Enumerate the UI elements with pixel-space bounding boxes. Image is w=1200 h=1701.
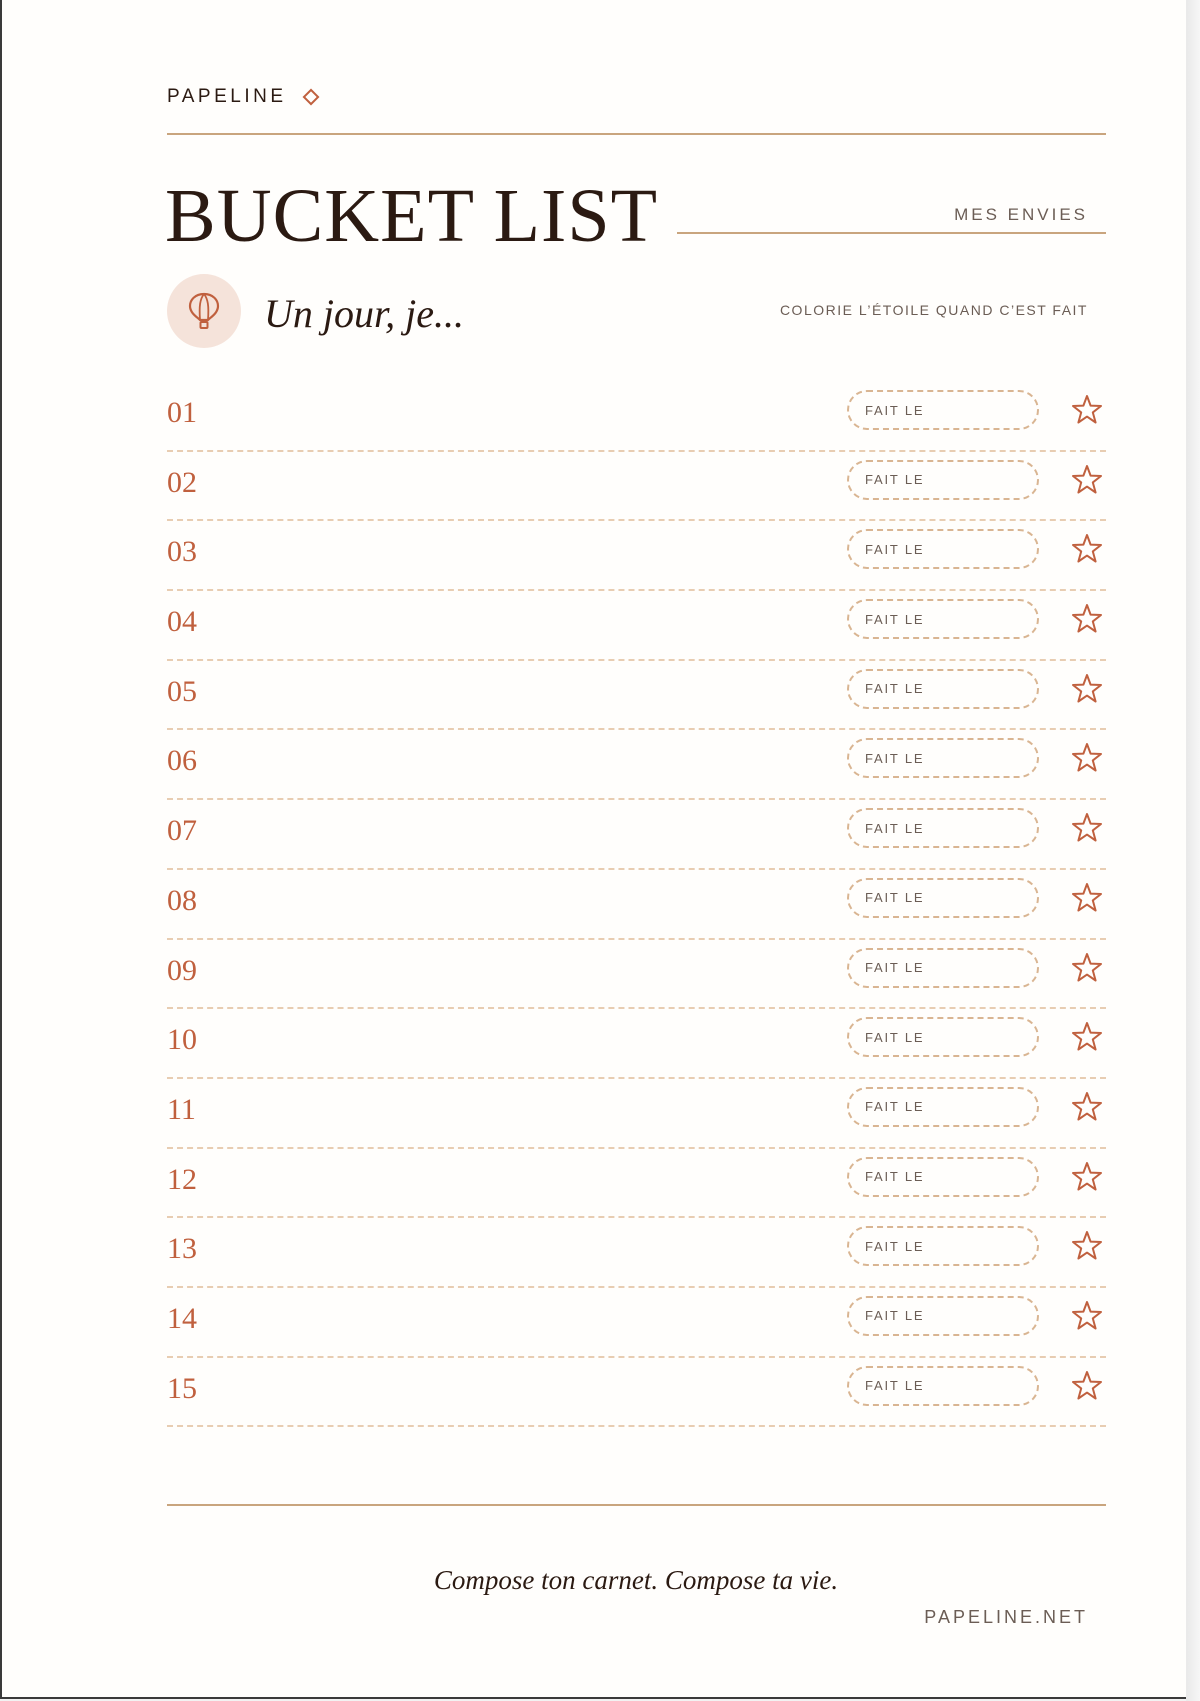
star-outline-icon[interactable] xyxy=(1070,741,1104,775)
done-date-label: FAIT LE xyxy=(865,1169,925,1185)
section-tag: MES ENVIES xyxy=(954,205,1088,224)
done-date-field[interactable] xyxy=(847,738,1039,778)
item-number: 13 xyxy=(167,1232,197,1266)
subtitle: Un jour, je... xyxy=(264,291,464,336)
item-number: 11 xyxy=(167,1092,196,1126)
done-date-field[interactable] xyxy=(847,878,1039,918)
list-item[interactable] xyxy=(167,591,1106,661)
item-number: 01 xyxy=(167,396,197,429)
done-date-label: FAIT LE xyxy=(865,820,925,836)
done-date-label: FAIT LE xyxy=(865,541,925,557)
item-number: 08 xyxy=(167,883,197,917)
list-item[interactable] xyxy=(167,940,1106,1010)
done-date-label: FAIT LE xyxy=(865,1029,925,1045)
page-edge-shadow xyxy=(1186,0,1200,1701)
instruction-hint: COLORIE L’ÉTOILE QUAND C’EST FAIT xyxy=(779,302,1088,318)
star-outline-icon[interactable] xyxy=(1070,532,1104,566)
top-rule xyxy=(167,133,1106,135)
item-number: 10 xyxy=(167,1023,197,1057)
done-date-label: FAIT LE xyxy=(865,1099,925,1115)
done-date-field[interactable] xyxy=(847,1226,1039,1266)
item-number: 09 xyxy=(167,953,197,987)
list-item[interactable] xyxy=(167,730,1106,800)
done-date-field[interactable] xyxy=(847,1157,1039,1197)
item-number: 14 xyxy=(167,1301,197,1335)
list-item[interactable] xyxy=(167,800,1106,870)
star-outline-icon[interactable] xyxy=(1070,951,1104,985)
star-outline-icon[interactable] xyxy=(1070,1090,1104,1124)
done-date-field[interactable] xyxy=(847,599,1039,639)
title-rule xyxy=(677,232,1106,234)
list-item[interactable] xyxy=(167,382,1106,452)
list-item[interactable] xyxy=(167,1009,1106,1079)
done-date-label: FAIT LE xyxy=(865,1378,925,1394)
list-item[interactable] xyxy=(167,452,1106,522)
done-date-label: FAIT LE xyxy=(865,960,925,975)
list-item[interactable] xyxy=(167,1218,1106,1288)
star-outline-icon[interactable] xyxy=(1070,1229,1104,1263)
star-outline-icon[interactable] xyxy=(1070,1369,1104,1403)
done-date-label: FAIT LE xyxy=(865,750,925,766)
brand xyxy=(167,86,317,108)
done-date-field[interactable] xyxy=(847,1366,1039,1406)
list-item[interactable] xyxy=(167,1149,1106,1219)
star-outline-icon[interactable] xyxy=(1070,881,1104,915)
footer-tagline: Compose ton carnet. Compose ta vie. xyxy=(433,1565,839,1595)
list-item[interactable] xyxy=(167,1079,1106,1149)
item-number: 15 xyxy=(167,1371,197,1405)
star-outline-icon[interactable] xyxy=(1070,672,1104,706)
page-title: BUCKET LIST xyxy=(165,174,659,258)
item-number: 03 xyxy=(167,535,197,569)
list-item[interactable] xyxy=(167,661,1106,731)
bucket-list xyxy=(167,382,1106,1427)
diamond-icon xyxy=(302,89,319,106)
done-date-field[interactable] xyxy=(847,808,1039,848)
balloon-badge xyxy=(167,274,241,348)
done-date-field[interactable] xyxy=(847,390,1039,430)
list-item[interactable] xyxy=(167,521,1106,591)
star-outline-icon[interactable] xyxy=(1070,1160,1104,1194)
done-date-field[interactable] xyxy=(847,460,1039,500)
done-date-label: FAIT LE xyxy=(865,1238,925,1254)
star-outline-icon[interactable] xyxy=(1070,1299,1104,1333)
star-outline-icon[interactable] xyxy=(1070,1020,1104,1054)
star-outline-icon[interactable] xyxy=(1070,463,1104,497)
bottom-rule xyxy=(167,1504,1106,1506)
list-item[interactable] xyxy=(167,1288,1106,1358)
done-date-label: FAIT LE xyxy=(865,890,925,906)
done-date-field[interactable] xyxy=(847,1087,1039,1127)
item-number: 06 xyxy=(167,744,197,778)
item-number: 04 xyxy=(167,605,197,639)
list-item[interactable] xyxy=(167,870,1106,940)
hot-air-balloon-icon xyxy=(187,292,221,330)
done-date-field[interactable] xyxy=(847,669,1039,709)
item-number: 02 xyxy=(167,465,197,499)
list-item[interactable] xyxy=(167,1358,1106,1428)
done-date-field[interactable] xyxy=(847,529,1039,569)
done-date-label: FAIT LE xyxy=(865,472,925,488)
item-number: 07 xyxy=(167,814,197,848)
done-date-label: FAIT LE xyxy=(865,611,925,627)
footer-site: PAPELINE.NET xyxy=(924,1607,1088,1627)
done-date-field[interactable] xyxy=(847,948,1039,988)
done-date-label: FAIT LE xyxy=(865,1308,925,1324)
item-number: 05 xyxy=(167,674,197,708)
star-outline-icon[interactable] xyxy=(1070,602,1104,636)
brand-name: PAPELINE xyxy=(167,86,287,107)
item-number: 12 xyxy=(167,1162,197,1196)
done-date-field[interactable] xyxy=(847,1017,1039,1057)
done-date-label: FAIT LE xyxy=(865,681,925,697)
star-outline-icon[interactable] xyxy=(1070,393,1104,427)
done-date-label: FAIT LE xyxy=(865,402,925,418)
done-date-field[interactable] xyxy=(847,1296,1039,1336)
star-outline-icon[interactable] xyxy=(1070,811,1104,845)
